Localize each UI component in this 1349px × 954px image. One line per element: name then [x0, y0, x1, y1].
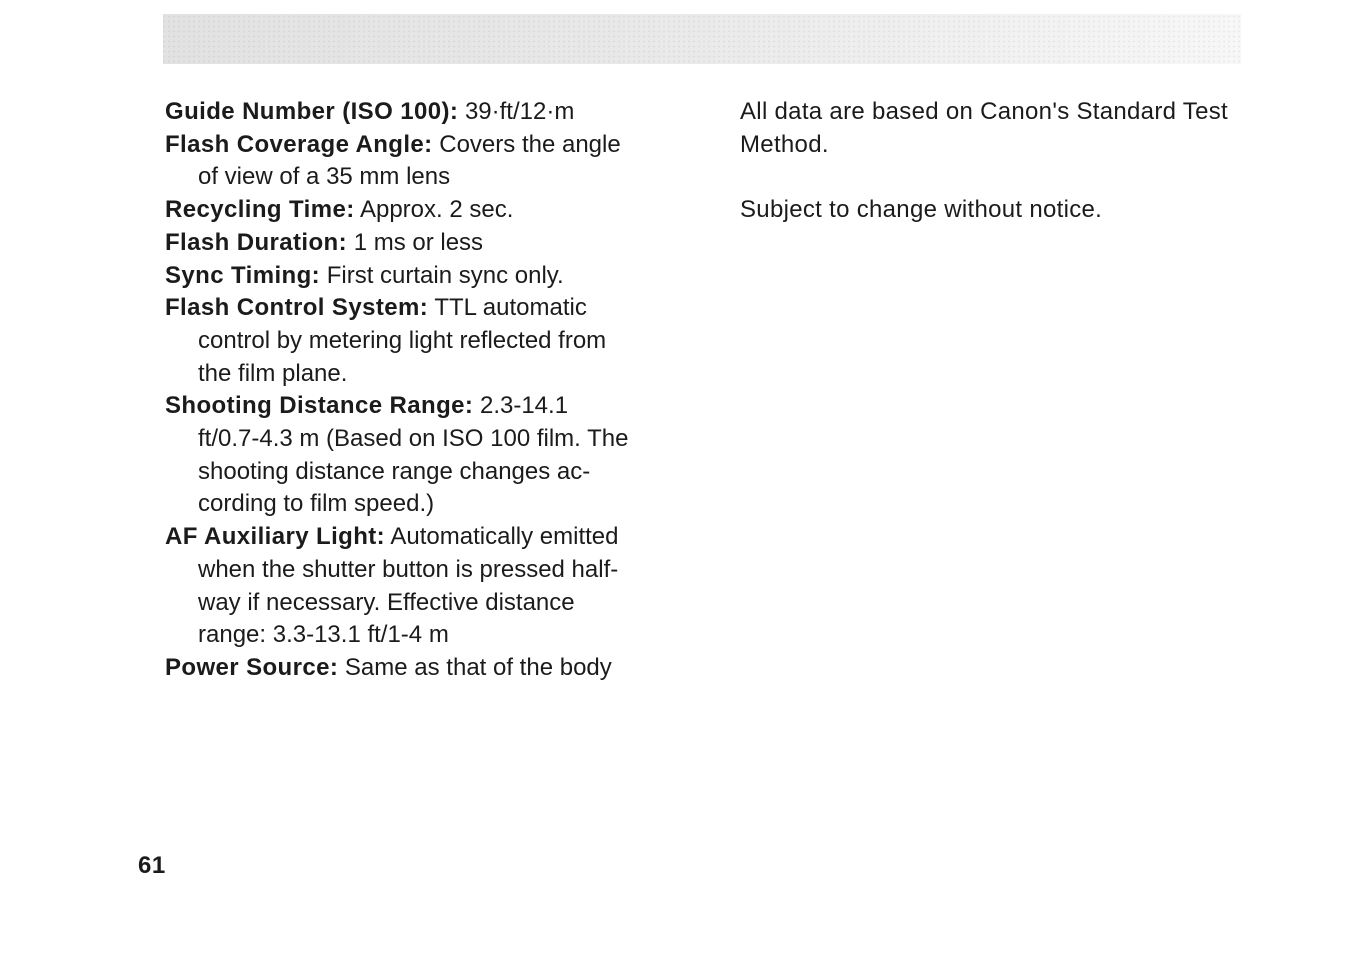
spec-list	[165, 96, 675, 685]
spec-value-continued: when the shutter button is pressed half-	[198, 555, 619, 583]
page-number: 61	[138, 852, 166, 879]
spec-label: Shooting Distance Range:	[165, 392, 474, 420]
spec-label: Guide Number (ISO 100):	[165, 98, 459, 125]
spec-label: Sync Timing:	[165, 261, 321, 289]
spec-value: First curtain sync only.	[326, 261, 564, 289]
header-band	[163, 14, 1241, 64]
spec-value-continued: of view of a 35 mm lens	[198, 163, 451, 191]
spec-label: Flash Coverage Angle:	[165, 130, 433, 158]
spec-af-auxiliary-light	[165, 521, 675, 652]
spec-value-continued: ft/0.7-4.3 m (Based on ISO 100 film. The	[198, 425, 629, 453]
spec-flash-duration	[165, 227, 675, 260]
spec-value: Same as that of the body	[344, 653, 612, 681]
spec-value: Covers the angle	[439, 130, 621, 158]
spec-value: Approx. 2 sec.	[359, 196, 514, 224]
spec-label: Flash Duration:	[165, 228, 348, 256]
spec-value-continued: cording to film speed.)	[198, 490, 435, 518]
spec-value: 2.3-14.1	[479, 392, 569, 420]
spec-sync-timing	[165, 260, 675, 293]
spec-flash-control-system	[165, 292, 675, 390]
spec-label: Recycling Time:	[165, 196, 355, 224]
spec-flash-coverage-angle	[165, 129, 675, 194]
spec-value: 1 ms or less	[353, 228, 484, 256]
spec-value: TTL automatic	[434, 294, 587, 322]
spec-value-continued: range: 3.3-13.1 ft/1-4 m	[198, 621, 449, 649]
spec-power-source	[165, 652, 675, 685]
spec-value-continued: shooting distance range changes ac-	[198, 457, 591, 485]
spec-label: Flash Control System:	[165, 294, 429, 322]
spec-label: AF Auxiliary Light:	[165, 523, 386, 551]
change-notice: Subject to change without notice.	[740, 196, 1103, 224]
spec-value-continued: the film plane.	[198, 359, 348, 387]
spec-value: Automatically emitted	[390, 523, 619, 551]
spec-value-continued: way if necessary. Effective distance	[198, 588, 575, 616]
standard-test-note: All data are based on Canon's Standard Test Method.	[740, 98, 1229, 158]
spec-value-continued: control by metering light reflected from	[198, 326, 607, 354]
spec-shooting-distance-range	[165, 390, 675, 521]
notes-column	[740, 96, 1260, 259]
spec-guide-number	[165, 96, 675, 129]
spec-recycling-time	[165, 194, 675, 227]
spec-value: 39·ft/12·m	[464, 98, 575, 125]
spec-label: Power Source:	[165, 653, 339, 681]
